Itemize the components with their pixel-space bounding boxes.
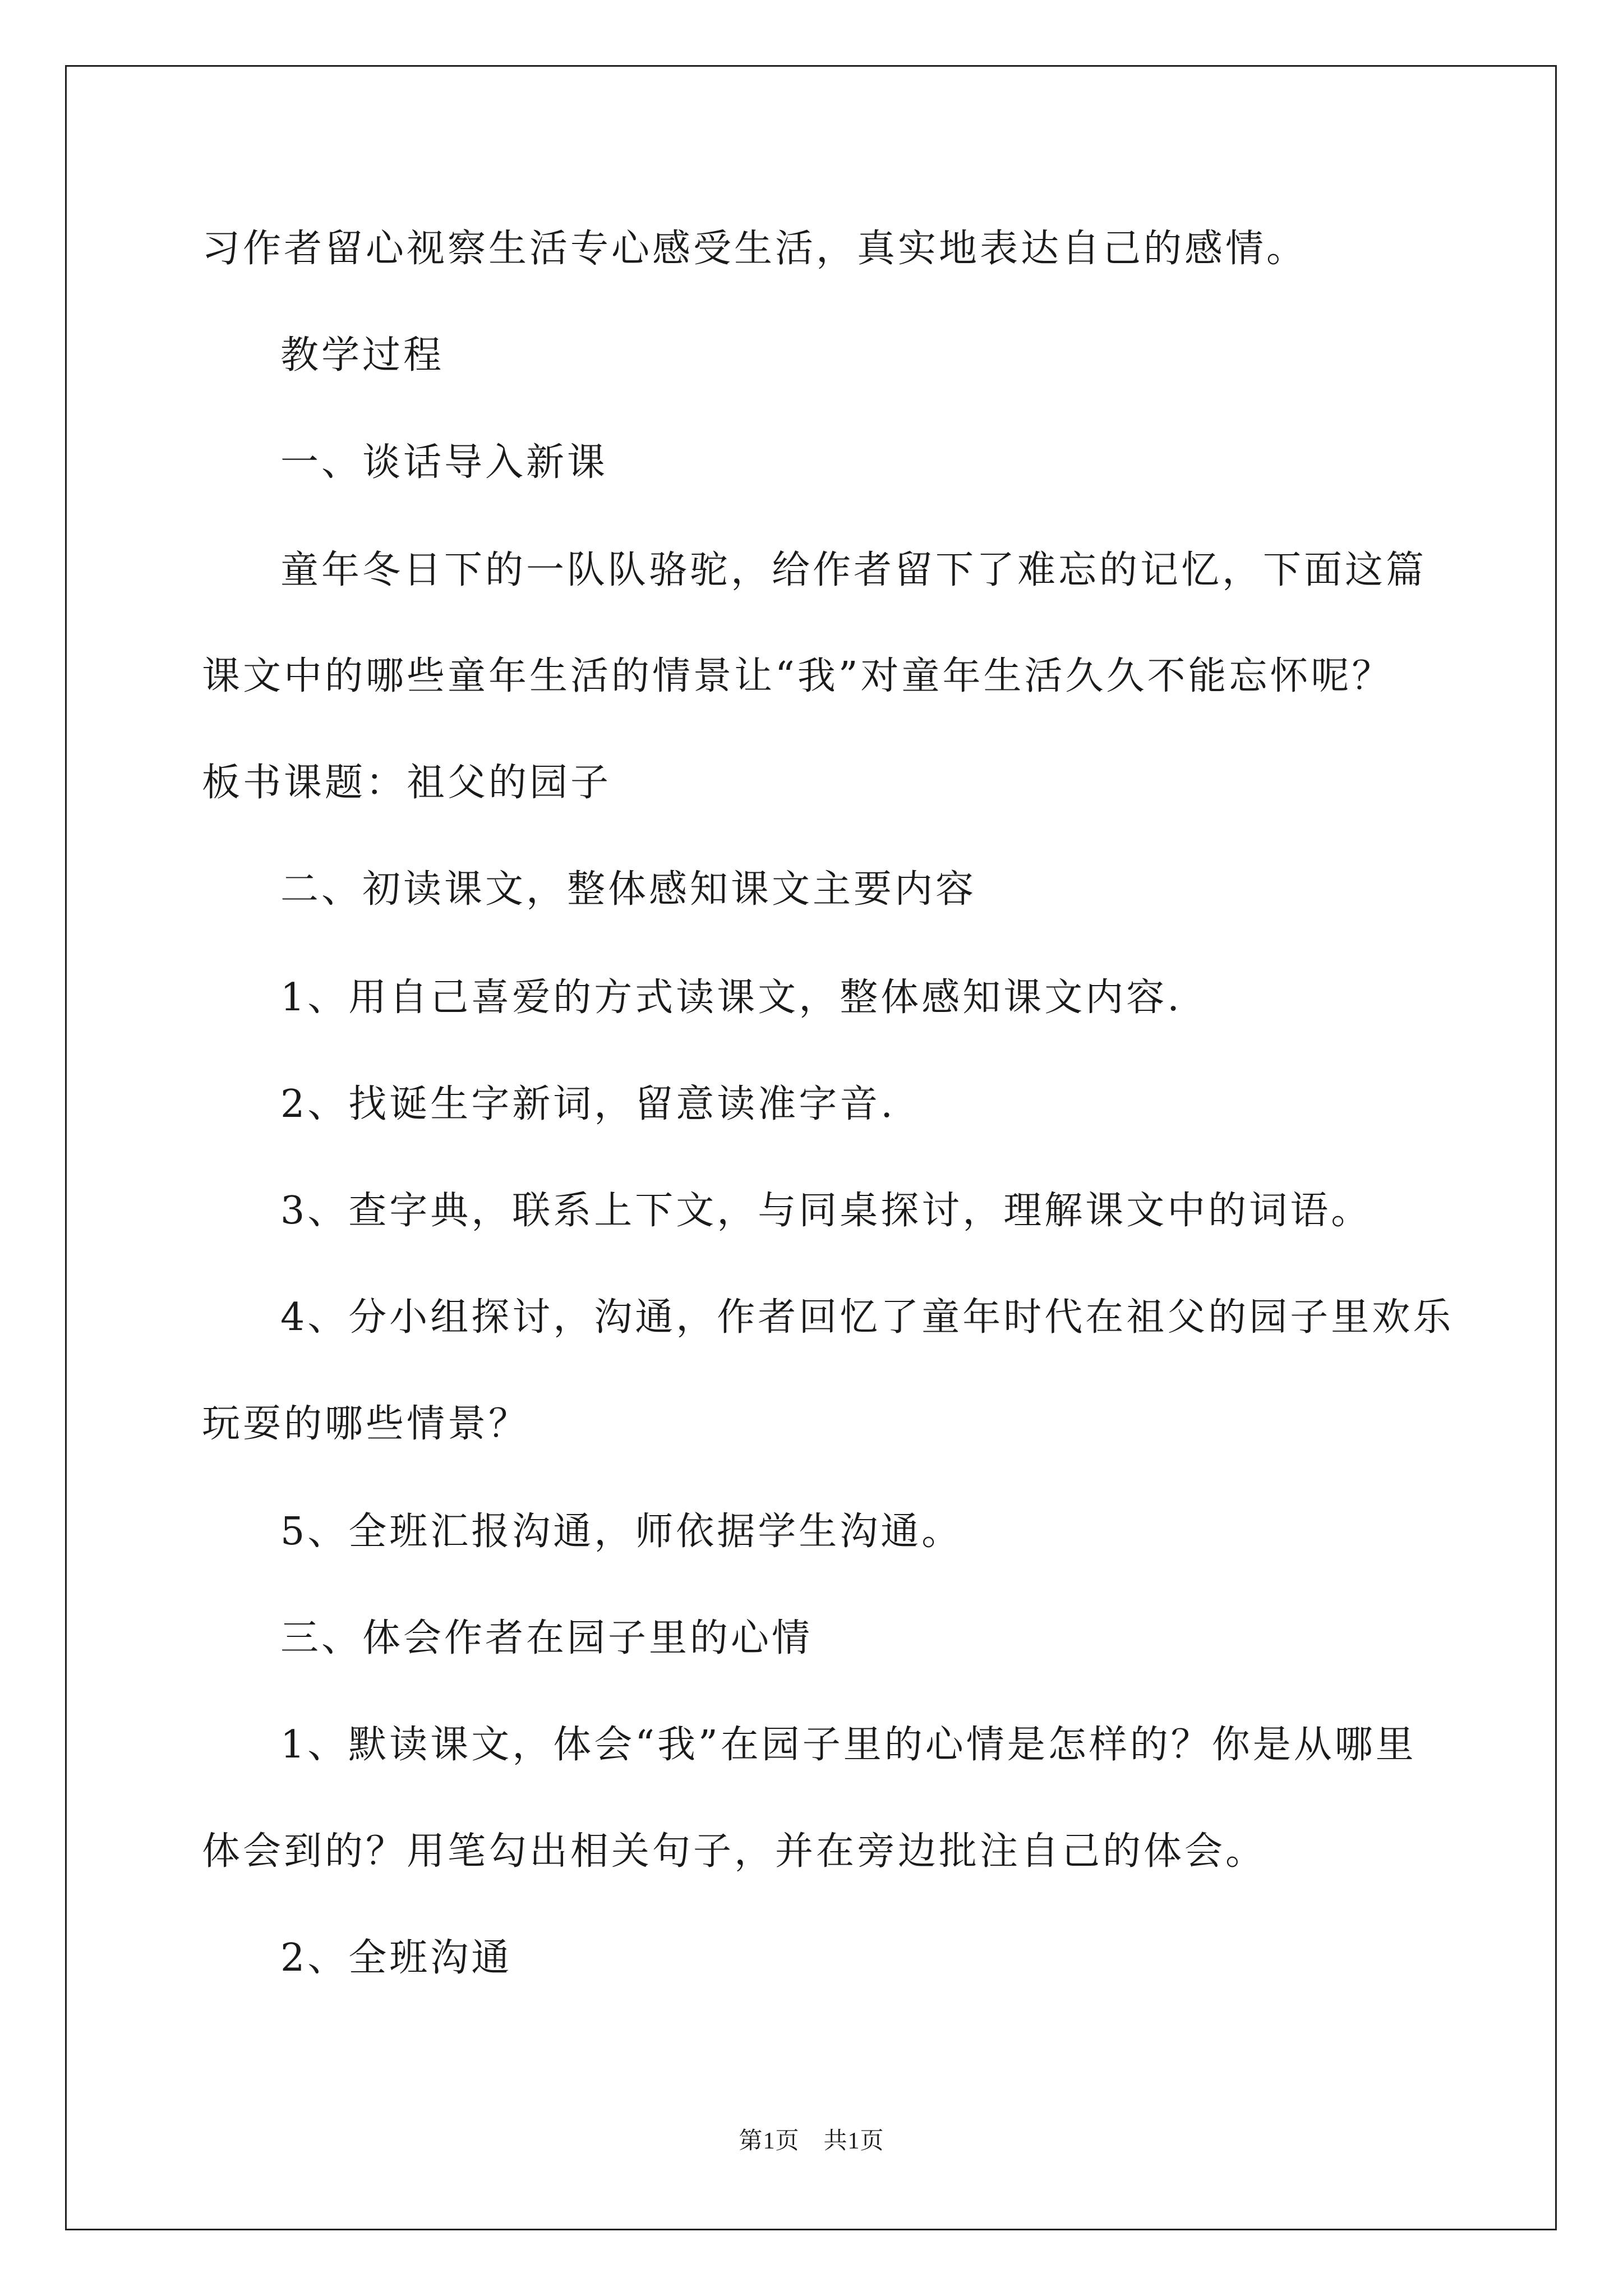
text-line: 习作者留心视察生活专心感受生活，真实地表达自己的感情。 (202, 227, 1308, 271)
text-line: 玩耍的哪些情景？ (202, 1402, 530, 1446)
section-heading: 一、谈话导入新课 (280, 440, 608, 485)
list-item: 2、找诞生字新词，留意读准字音. (280, 1082, 896, 1126)
list-item: 2、全班沟通 (280, 1936, 513, 1980)
section-heading: 二、初读课文，整体感知课文主要内容 (280, 867, 977, 912)
list-item: 3、查字典，联系上下文，与同桌探讨，理解课文中的词语。 (280, 1189, 1372, 1233)
text-line: 课文中的哪些童年生活的情景让“我”对童年生活久久不能忘怀呢？ (202, 654, 1393, 698)
list-item: 1、用自己喜爱的方式读课文，整体感知课文内容. (280, 976, 1182, 1020)
list-item: 1、默读课文，体会“我”在园子里的心情是怎样的？你是从哪里 (280, 1723, 1417, 1767)
text-line: 板书课题：祖父的园子 (202, 761, 612, 805)
text-line: 体会到的？用笔勾出相关句子，并在旁边批注自己的体会。 (202, 1829, 1267, 1874)
section-heading: 三、体会作者在园子里的心情 (280, 1616, 813, 1660)
list-item: 4、分小组探讨，沟通，作者回忆了童年时代在祖父的园子里欢乐 (280, 1295, 1454, 1340)
list-item: 5、全班汇报沟通，师依据学生沟通。 (280, 1510, 963, 1554)
text-line: 童年冬日下的一队队骆驼，给作者留下了难忘的记忆，下面这篇 (280, 548, 1427, 592)
page-footer: 第1页 共1页 (739, 2128, 884, 2154)
page-border (65, 65, 1557, 2230)
section-heading: 教学过程 (280, 333, 445, 378)
